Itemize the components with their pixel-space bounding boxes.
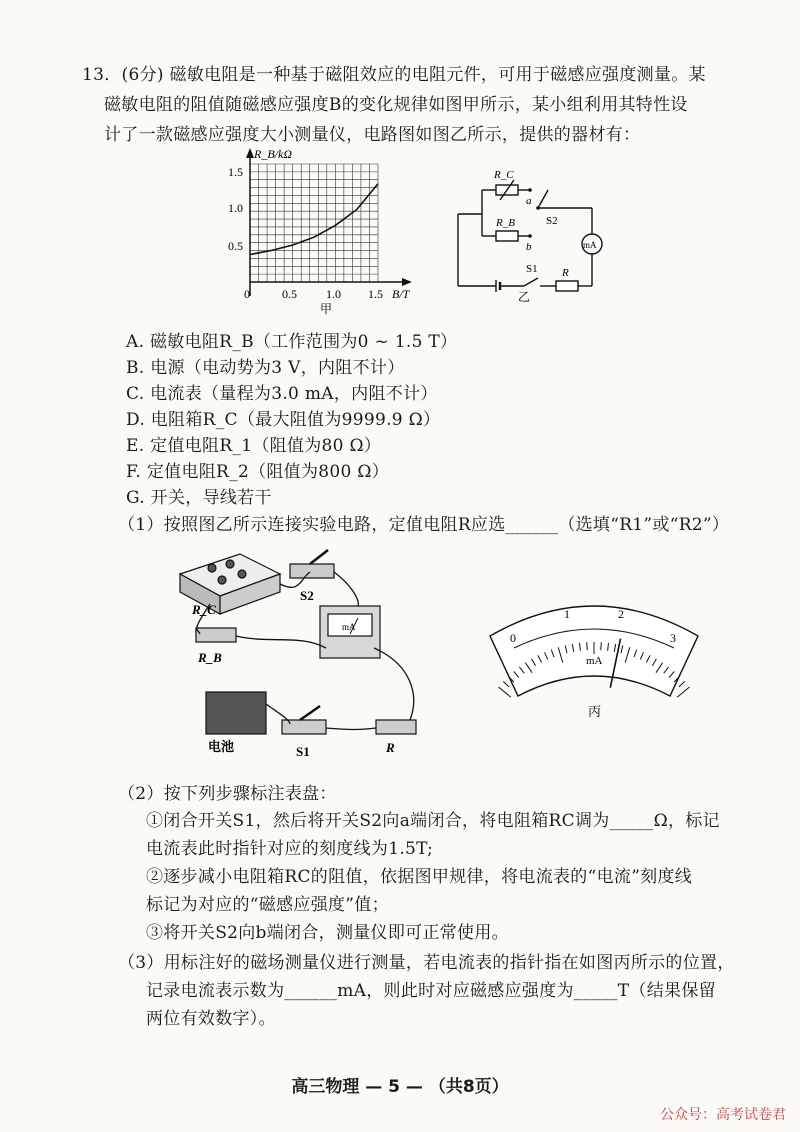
- part-3-line-2: 记录电流表示数为______mA，则此时对应磁感应强度为_____T（结果保留: [146, 981, 716, 1001]
- photo-label-rb: R_B: [198, 650, 222, 665]
- yi-label-s2: S2: [546, 215, 558, 227]
- photo-label-ma: mA: [342, 622, 356, 632]
- dial-tick-3: 3: [670, 631, 676, 645]
- rb-resistor-box: [496, 231, 518, 241]
- y-tick-1-5: 1.5: [228, 165, 243, 179]
- y-axis-arrow: [246, 148, 254, 158]
- option-g: G. 开关，导线若干: [126, 488, 272, 508]
- apparatus-illustration: [150, 544, 450, 764]
- part-3-line-3: 两位有效数字）。: [146, 1009, 276, 1029]
- part-3-line-1: （3）用标注好的磁场测量仪进行测量，若电流表的指针指在如图丙所示的位置，: [118, 953, 735, 973]
- photo-label-battery: 电池: [208, 739, 235, 754]
- yi-label-r: R: [562, 267, 569, 279]
- option-d: D. 电阻箱R_C（最大阻值为9999.9 Ω）: [126, 410, 441, 430]
- figure-jia-graph: [222, 146, 422, 316]
- yi-label-s1: S1: [526, 263, 538, 275]
- question-stem-line-3: 计了一款磁感应强度大小测量仪，电路图如图乙所示，提供的器材有：: [104, 125, 641, 145]
- graph-grid: [250, 164, 378, 282]
- x-axis-arrow: [402, 278, 412, 286]
- s2-switch: [290, 564, 334, 578]
- r-resistor-box: [556, 281, 578, 291]
- dial-unit: mA: [586, 655, 603, 667]
- part-2-step-3: ③将开关S2向b端闭合，测量仪即可正常使用。: [146, 923, 509, 943]
- yi-label-rc: R_C: [494, 169, 514, 181]
- figure-jia-caption: 甲: [320, 302, 333, 316]
- yi-label-b: b: [526, 241, 532, 253]
- battery-pack: [206, 692, 266, 734]
- part-2-step-1: ①闭合开关S1，然后将开关S2向a端闭合，将电阻箱RC调为_____Ω，标记: [146, 811, 720, 831]
- x-tick-0-5: 0.5: [282, 287, 297, 301]
- part-1-text: （1）按照图乙所示连接实验电路，定值电阻R应选______（选填“R1”或“R2”）: [118, 515, 730, 535]
- part-2-title: （2）按下列步骤标注表盘：: [118, 784, 337, 804]
- graph-ylabel: R_B/kΩ: [254, 147, 292, 161]
- photo-label-s1: S1: [296, 744, 310, 759]
- option-e: E. 定值电阻R_1（阻值为80 Ω）: [126, 436, 382, 456]
- r-component: [376, 720, 416, 734]
- photo-label-s2: S2: [300, 588, 314, 603]
- option-b: B. 电源（电动势为3 V，内阻不计）: [126, 358, 405, 378]
- photo-label-r: R: [386, 740, 395, 755]
- y-tick-0-5: 0.5: [228, 239, 243, 253]
- figure-bing-caption: 丙: [588, 704, 602, 719]
- part-2-step-2: ②逐步减小电阻箱RC的阻值，依据图甲规律，将电流表的“电流”刻度线: [146, 867, 693, 887]
- question-stem-line-1: 13．(6分) 磁敏电阻是一种基于磁阻效应的电阻元件，可用于磁感应强度测量。某: [82, 65, 706, 85]
- x-tick-1-0: 1.0: [326, 287, 341, 301]
- part-2-step-2-cont: 标记为对应的“磁感应强度”值；: [146, 895, 389, 915]
- photo-label-rc: R_C: [192, 602, 216, 617]
- option-f: F. 定值电阻R_2（阻值为800 Ω）: [126, 462, 390, 482]
- watermark: 公众号：高考试卷君: [660, 1107, 786, 1123]
- rb-component: [196, 628, 236, 642]
- yi-label-rb: R_B: [496, 217, 515, 229]
- dial-tick-0: 0: [510, 631, 516, 645]
- question-stem-line-2: 磁敏电阻的阻值随磁感应强度B的变化规律如图甲所示，某小组利用其特性设: [104, 95, 688, 115]
- dial-tick-2: 2: [618, 607, 624, 621]
- figure-yi-circuit: [452, 162, 622, 302]
- part-2-step-1-cont: 电流表此时指针对应的刻度线为1.5T;: [146, 839, 434, 859]
- option-a: A. 磁敏电阻R_B（工作范围为0 ~ 1.5 T）: [126, 332, 458, 352]
- option-c: C. 电流表（量程为3.0 mA，内阻不计）: [126, 384, 438, 404]
- dial-tick-1: 1: [564, 607, 570, 621]
- y-tick-1-0: 1.0: [228, 201, 243, 215]
- yi-label-ma: mA: [583, 240, 597, 250]
- yi-label-a: a: [526, 195, 532, 207]
- graph-xlabel: B/T: [392, 287, 410, 301]
- page-footer: 高三物理 — 5 — （共8页）: [291, 1077, 509, 1097]
- x-tick-1-5: 1.5: [368, 287, 383, 301]
- figure-bing-meter: [484, 596, 704, 720]
- figure-yi-caption: 乙: [518, 290, 531, 302]
- x-tick-0: 0: [244, 287, 250, 301]
